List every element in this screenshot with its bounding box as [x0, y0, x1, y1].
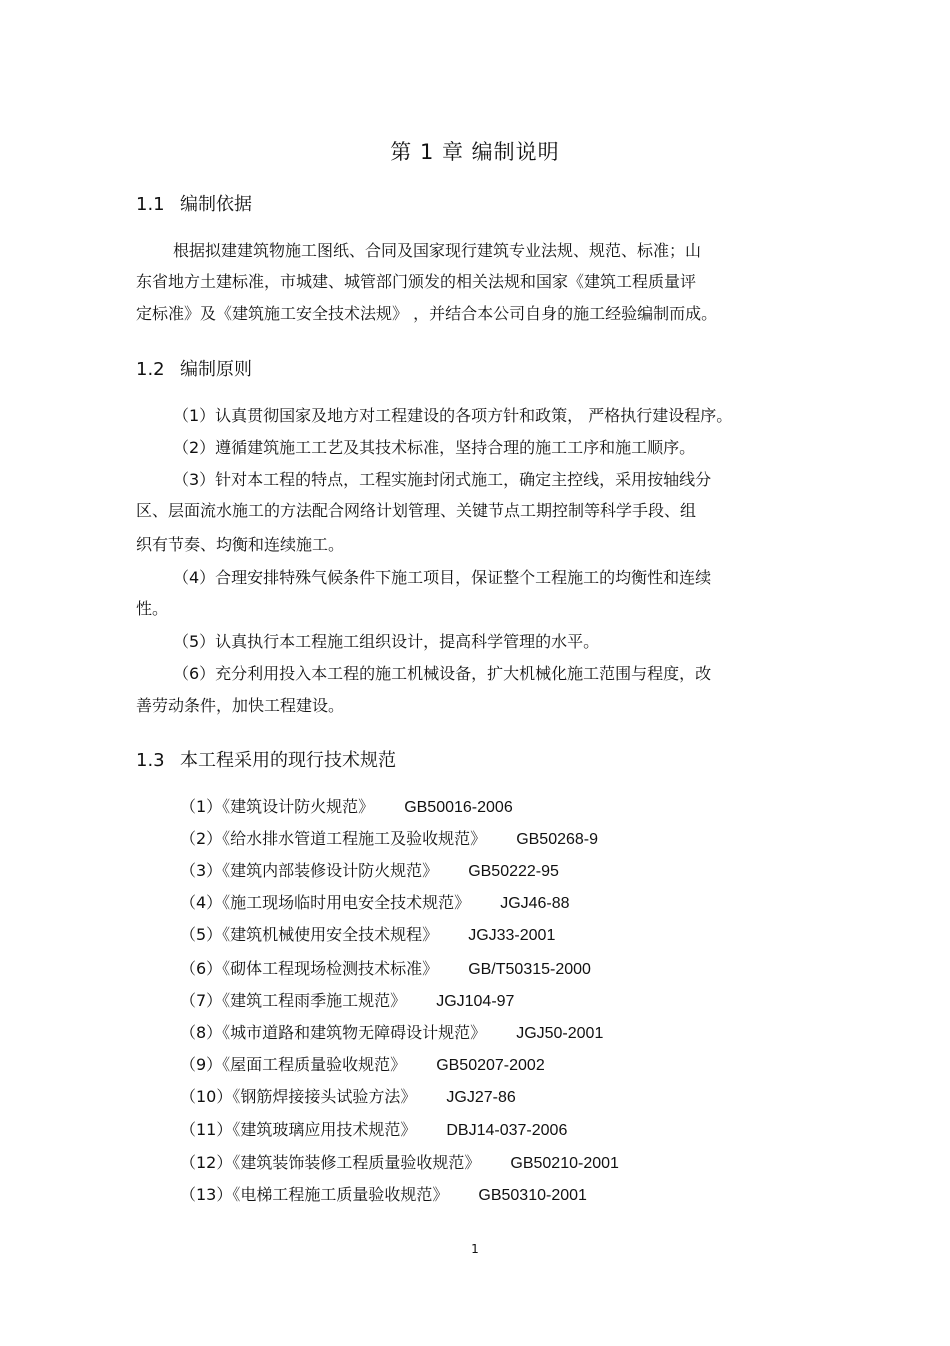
standard-item	[180, 922, 555, 945]
standard-item	[180, 1182, 587, 1205]
section-title: 编制依据	[180, 194, 252, 215]
principle-line: （6）充分利用投入本工程的施工机械设备，扩大机械化施工范围与程度，改	[173, 664, 712, 683]
standard-name: （3）《建筑内部装修设计防火规范》	[180, 861, 439, 880]
standard-code: JGJ46-88	[500, 895, 570, 912]
standard-item	[180, 890, 570, 913]
standard-name: （10）《钢筋焊接接头试验方法》	[180, 1087, 417, 1106]
standard-name: （4）《施工现场临时用电安全技术规范》	[180, 893, 471, 912]
standard-code: JGJ33-2001	[468, 927, 556, 944]
standard-name: （2）《给水排水管道工程施工及验收规范》	[180, 829, 487, 848]
standard-item	[180, 1052, 545, 1075]
standard-code: JGJ104-97	[436, 993, 515, 1010]
standard-name: （9）《屋面工程质量验收规范》	[180, 1055, 407, 1074]
principle-line: （1）认真贯彻国家及地方对工程建设的各项方针和政策， 严格执行建设程序。	[173, 406, 733, 425]
principle-line: 区、层面流水施工的方法配合网络计划管理、关键节点工期控制等科学手段、组	[136, 501, 697, 520]
paragraph-line: 根据拟建建筑物施工图纸、合同及国家现行建筑专业法规、规范、标准；山	[173, 241, 702, 260]
standard-item	[180, 1020, 603, 1043]
standard-name: （6）《砌体工程现场检测技术标准》	[180, 959, 439, 978]
section-1-2-heading	[136, 355, 252, 381]
standard-item	[180, 1084, 516, 1107]
standard-item	[180, 988, 514, 1011]
principle-line: （4）合理安排特殊气候条件下施工项目，保证整个工程施工的均衡性和连续	[173, 568, 712, 587]
section-1-3-heading	[136, 746, 396, 772]
standard-code: DBJ14-037-2006	[446, 1122, 568, 1139]
standard-name: （5）《建筑机械使用安全技术规程》	[180, 925, 439, 944]
principle-line: （2）遵循建筑施工工艺及其技术标准，坚持合理的施工工序和施工顺序。	[173, 438, 696, 457]
principle-line: （5）认真执行本工程施工组织设计，提高科学管理的水平。	[173, 632, 600, 651]
principle-line: 织有节奏、均衡和连续施工。	[136, 535, 345, 554]
standard-item	[180, 794, 513, 817]
standard-name: （8）《城市道路和建筑物无障碍设计规范》	[180, 1023, 487, 1042]
standard-name: （1）《建筑设计防火规范》	[180, 797, 375, 816]
standard-code: GB50268-9	[516, 831, 599, 848]
standard-name: （12）《建筑装饰装修工程质量验收规范》	[180, 1153, 481, 1172]
standard-name: （7）《建筑工程雨季施工规范》	[180, 991, 407, 1010]
standard-code: GB/T50315-2000	[468, 961, 591, 978]
principle-line: 性。	[136, 599, 169, 618]
standard-item	[180, 1150, 619, 1173]
standard-code: GB50207-2002	[436, 1057, 545, 1074]
standard-code: GB50222-95	[468, 863, 559, 880]
standard-name: （13）《电梯工程施工质量验收规范》	[180, 1185, 449, 1204]
standard-item	[180, 1117, 567, 1140]
page-number: 1	[471, 1242, 479, 1256]
chapter-title: 第 1 章 编制说明	[390, 140, 560, 164]
section-1-1-heading	[136, 190, 252, 216]
section-number: 1.2	[136, 359, 165, 380]
standard-name: （11）《建筑玻璃应用技术规范》	[180, 1120, 417, 1139]
standard-item	[180, 858, 559, 881]
principle-line: （3）针对本工程的特点，工程实施封闭式施工，确定主控线，采用按轴线分	[173, 470, 712, 489]
section-title: 本工程采用的现行技术规范	[180, 750, 396, 771]
standard-item	[180, 826, 598, 849]
standard-code: GB50210-2001	[510, 1155, 619, 1172]
standard-code: GB50016-2006	[404, 799, 513, 816]
standard-code: JGJ27-86	[446, 1089, 516, 1106]
principle-line: 善劳动条件，加快工程建设。	[136, 696, 345, 715]
paragraph-line: 东省地方土建标准，市城建、城管部门颁发的相关法规和国家《建筑工程质量评	[136, 272, 697, 291]
standard-code: GB50310-2001	[478, 1187, 587, 1204]
section-number: 1.1	[136, 194, 165, 215]
section-number: 1.3	[136, 750, 165, 771]
paragraph-line: 定标准》及《建筑施工安全技术法规》 ，并结合本公司自身的施工经验编制而成。	[136, 304, 718, 323]
standard-code: JGJ50-2001	[516, 1025, 604, 1042]
section-title: 编制原则	[180, 359, 252, 380]
standard-item	[180, 956, 591, 979]
